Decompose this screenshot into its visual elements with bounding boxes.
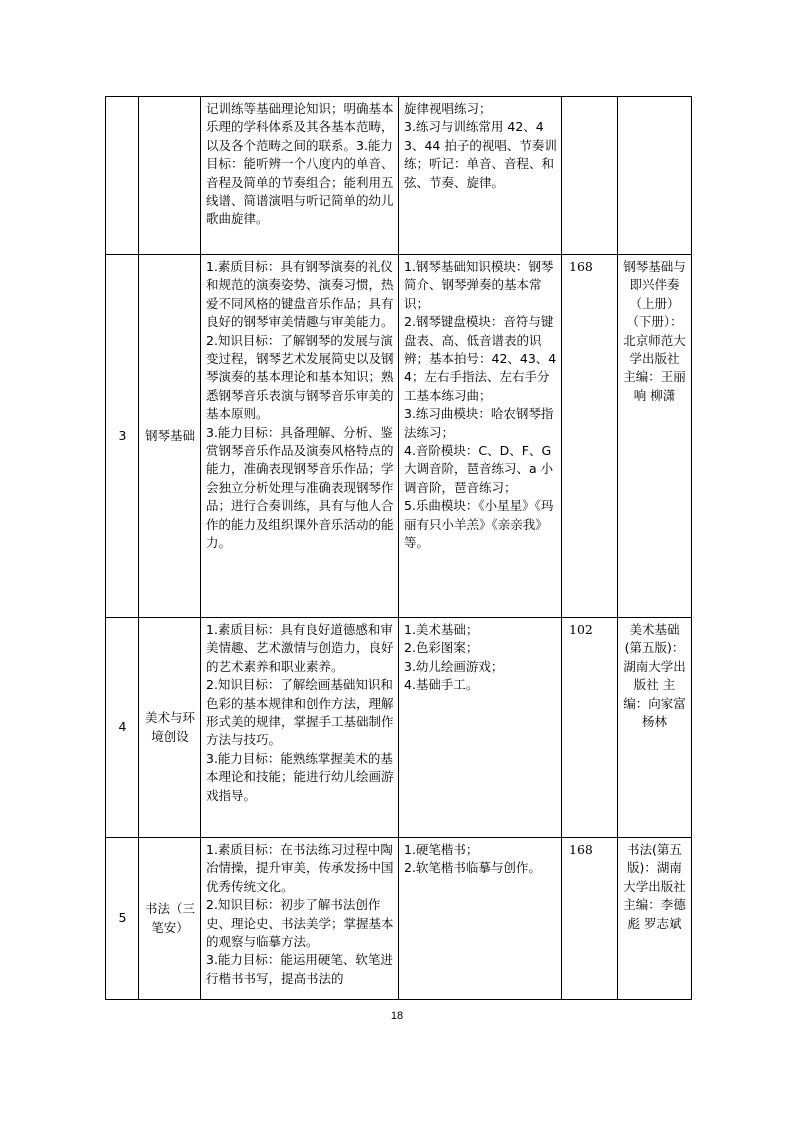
- course-name: 钢琴基础: [139, 255, 201, 618]
- curriculum-table: [105, 96, 692, 1000]
- course-number: [106, 97, 139, 255]
- course-number: 3: [106, 255, 139, 618]
- course-name: [139, 97, 201, 255]
- content-item: 旋律视唱练习；: [404, 101, 492, 116]
- goal-text: 1.素质目标：具有良好道德感和审美情趣、艺术激情与创造力，良好的艺术素养和职业素养。: [206, 622, 394, 674]
- course-textbook: 美术基础(第五版)：湖南大学出版社 主编：向家富 杨林: [618, 618, 692, 838]
- content-item: 5.乐曲模块：《小星星》《玛丽有只小羊羔》《亲亲我》等。: [404, 498, 554, 551]
- course-content: [399, 838, 562, 1000]
- course-content: [399, 618, 562, 838]
- content-item: 1.钢琴基础知识模块：钢琴简介、钢琴弹奏的基本常识；: [404, 259, 554, 311]
- course-textbook: 钢琴基础与即兴伴奏（上册）（下册）：北京师范大学出版社 主编：王丽响 柳潇: [618, 255, 692, 618]
- goal-text: 3.能力目标：能熟练掌握美术的基本理论和技能；能进行幼儿绘画游戏指导。: [206, 750, 394, 803]
- goal-text: 3.能力目标：能运用硬笔、软笔进行楷书书写，提高书法的: [206, 952, 393, 986]
- course-hours: 102: [562, 618, 618, 838]
- course-textbook: 书法(第五版)：湖南大学出版社 主编：李德彪 罗志斌: [618, 838, 692, 1000]
- table-row: [106, 618, 692, 838]
- goal-text: 2.知识目标：了解钢琴的发展与演变过程，钢琴艺术发展简史以及钢琴演奏的基本理论和基本知识；熟悉钢琴音乐表演与钢琴音乐审美的基本原则。: [206, 332, 394, 422]
- table-row: [106, 97, 692, 255]
- content-item: 3.练习曲模块：哈农钢琴指法练习；: [404, 406, 554, 440]
- content-item: 1.硬笔楷书；: [404, 842, 479, 857]
- course-hours: [562, 97, 618, 255]
- content-item: 4.音阶模块：C、D、F、G 大调音阶，琶音练习、a 小调音阶，琶音练习；: [404, 443, 554, 495]
- goal-text: 记训练等基础理论知识；明确基本乐理的学科体系及其各基本范畴，以及各个范畴之间的联系。3.能力目标：能听辨一个八度内的单音、音程及简单的节奏组合；能利用五线谱、简谱演唱与听记简单的幼儿歌曲旋律。: [206, 101, 394, 227]
- goal-text: 3.能力目标：具备理解、分析、鉴赏钢琴音乐作品及演奏风格特点的能力，准确表现钢琴音乐作品；学会独立分析处理与准确表现钢琴作品；进行合奏训练，具有与他人合作的能力及组织课外音乐活动的能力。: [206, 424, 394, 551]
- goal-text: 1.素质目标：具有钢琴演奏的礼仪和规范的演奏姿势、演奏习惯，热爱不同风格的键盘音乐作品；具有良好的钢琴审美情趣与审美能力。: [206, 259, 394, 330]
- page-number: 18: [390, 1010, 404, 1022]
- course-number: 4: [106, 618, 139, 838]
- content-item: 2.钢琴键盘模块：音符与键盘表、高、低音谱表的识辨；基本拍号：42、43、44；左右手指法、左右手分工基本练习曲；: [404, 314, 557, 403]
- course-name: 美术与环境创设: [139, 618, 201, 838]
- content-item: 3.练习与训练常用 42、43、44 拍子的视唱、节奏训练；听记：单音、音程、和弦、节奏、旋律。: [404, 119, 557, 190]
- course-number: 5: [106, 838, 139, 1000]
- content-item: 4.基础手工。: [404, 677, 479, 693]
- goal-text: 1.素质目标：在书法练习过程中陶冶情操，提升审美，传承发扬中国优秀传统文化。: [206, 842, 394, 894]
- goal-text: 2.知识目标：初步了解书法创作史、理论史、书法美学；掌握基本的观察与临摹方法。: [206, 897, 394, 950]
- course-hours: 168: [562, 838, 618, 1000]
- course-goals: [201, 618, 399, 838]
- course-goals: [201, 838, 399, 1000]
- content-item: 3.幼儿绘画游戏；: [404, 658, 504, 674]
- course-content: [399, 255, 562, 618]
- goal-text: 2.知识目标：了解绘画基础知识和色彩的基本规律和创作方法，理解形式美的规律，掌握手工基础制作方法与技巧。: [206, 677, 394, 748]
- table-row: [106, 838, 692, 1000]
- content-item: 2.软笔楷书临摹与创作。: [404, 860, 541, 876]
- content-item: 1.美术基础；: [404, 622, 479, 637]
- course-hours: 168: [562, 255, 618, 618]
- course-name: 书法（三笔安）: [139, 838, 201, 1000]
- course-textbook: [618, 97, 692, 255]
- content-item: 2.色彩图案；: [404, 640, 479, 656]
- course-goals: [201, 97, 399, 255]
- table-row: [106, 255, 692, 618]
- course-content: [399, 97, 562, 255]
- course-goals: [201, 255, 399, 618]
